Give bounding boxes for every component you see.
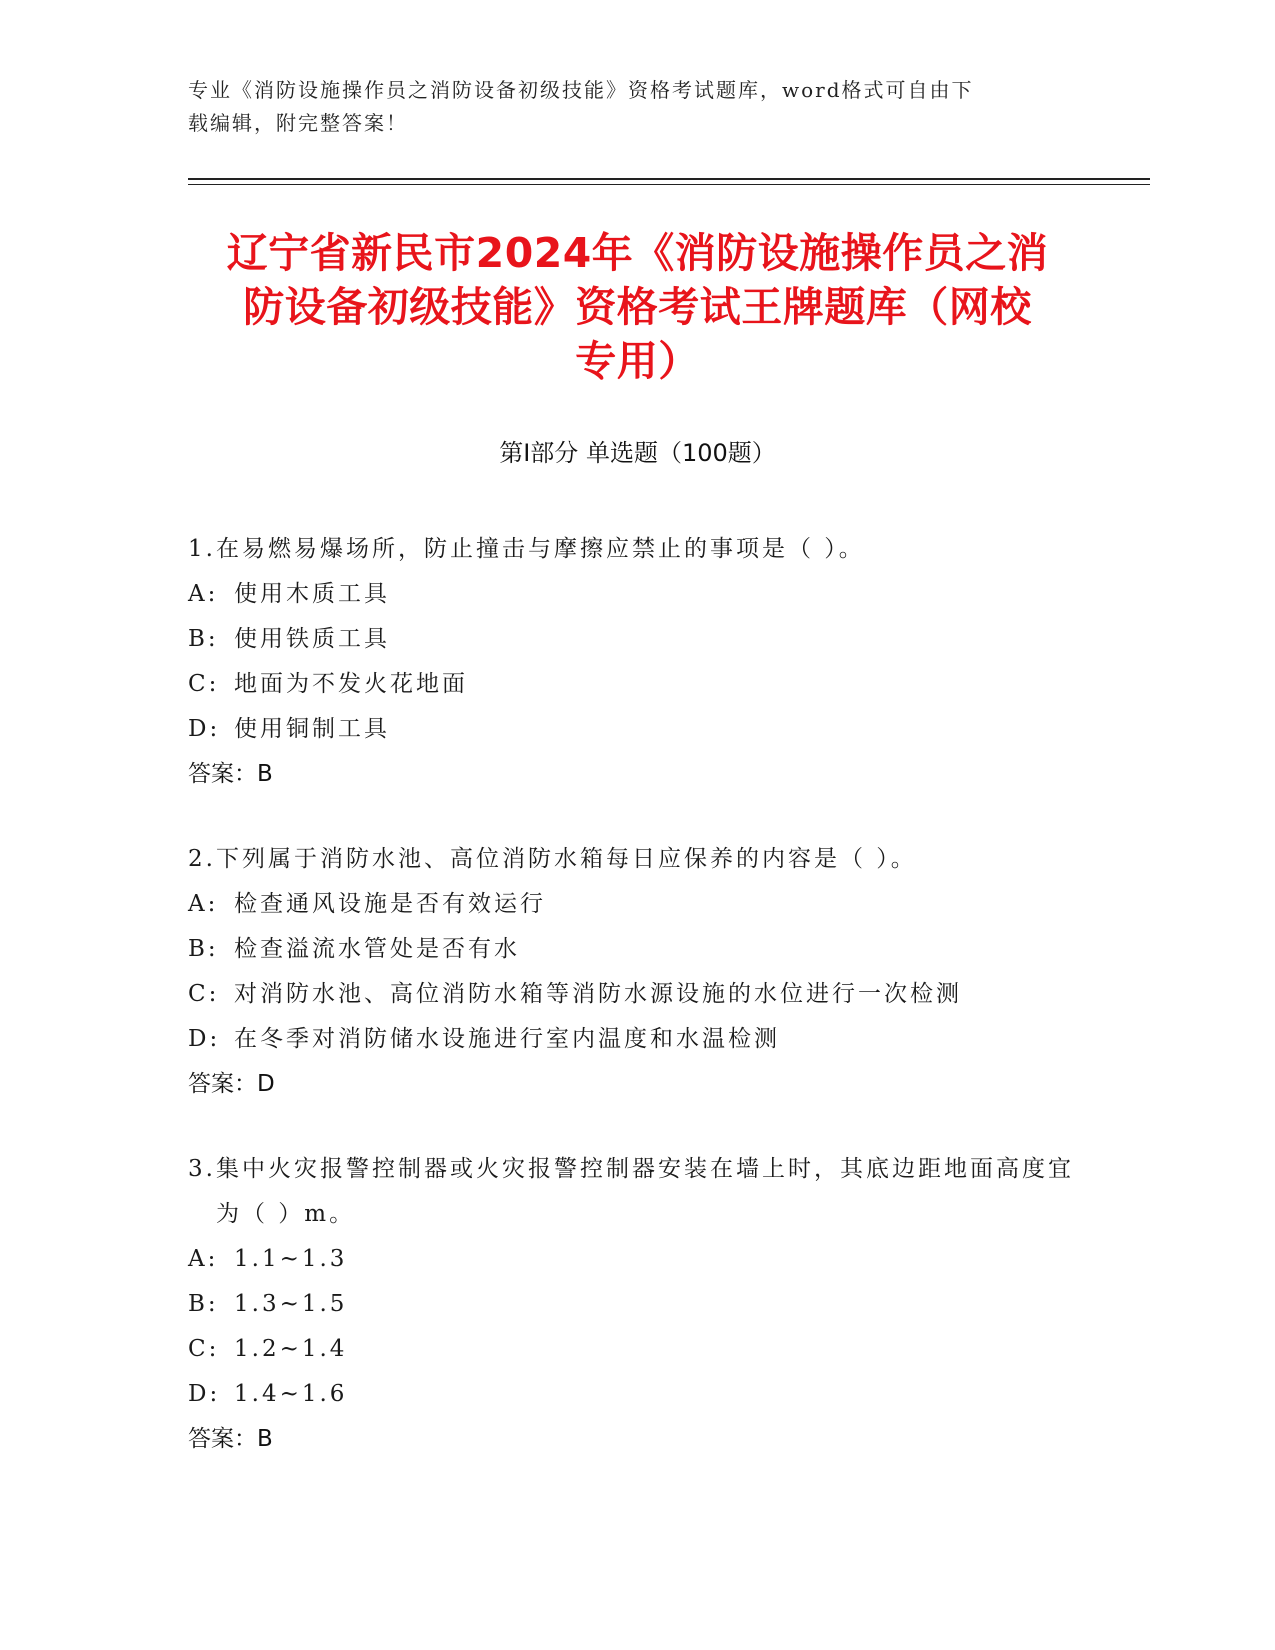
option-key: D: [188, 716, 221, 742]
option-key: D: [188, 1026, 221, 1052]
question-number: 1. [188, 536, 216, 562]
question-number: 3. [188, 1156, 216, 1182]
option-text: 1.3~1.5 [234, 1291, 348, 1317]
option-c [188, 972, 1088, 1017]
question-3 [188, 1147, 1088, 1462]
option-b [188, 927, 1088, 972]
answer-line [188, 1417, 1088, 1462]
answer-label: 答案： [188, 1426, 257, 1452]
document-title [160, 226, 1115, 388]
option-text: 对消防水池、高位消防水箱等消防水源设施的水位进行一次检测 [234, 981, 962, 1007]
title-line-1: 辽宁省新民市2024年《消防设施操作员之消 [226, 229, 1049, 277]
question-list [188, 527, 1088, 1502]
option-b [188, 617, 1088, 662]
option-d [188, 1372, 1088, 1417]
question-2 [188, 837, 1088, 1107]
option-key: A: [188, 891, 219, 917]
option-text: 在冬季对消防储水设施进行室内温度和水温检测 [234, 1026, 780, 1052]
section-title: 第Ⅰ部分 单选题（100题） [499, 439, 776, 467]
question-text: 下列属于消防水池、高位消防水箱每日应保养的内容是（ ）。 [215, 846, 917, 872]
option-c [188, 662, 1088, 707]
header-note-line-1: 专业《消防设施操作员之消防设备初级技能》资格考试题库，word格式可自由下 [188, 78, 974, 102]
option-key: B: [188, 936, 219, 962]
header-divider-thick [188, 178, 1150, 180]
option-a [188, 882, 1088, 927]
header-note-line-2: 载编辑，附完整答案！ [188, 111, 408, 135]
answer-value: B [257, 1426, 273, 1452]
question-stem [188, 837, 1088, 882]
question-stem [188, 527, 1088, 572]
option-key: B: [188, 626, 219, 652]
option-a [188, 1237, 1088, 1282]
option-key: A: [188, 581, 219, 607]
question-stem [188, 1147, 1088, 1237]
title-line-2: 防设备初级技能》资格考试王牌题库（网校 [243, 283, 1032, 331]
option-text: 使用木质工具 [234, 581, 390, 607]
answer-line [188, 1062, 1088, 1107]
option-d [188, 707, 1088, 752]
option-text: 使用铜制工具 [234, 716, 390, 742]
option-key: D: [188, 1381, 221, 1407]
answer-line [188, 752, 1088, 797]
question-text: 在易燃易爆场所，防止撞击与摩擦应禁止的事项是（ ）。 [215, 536, 865, 562]
answer-label: 答案： [188, 1071, 257, 1097]
option-key: B: [188, 1291, 219, 1317]
question-1 [188, 527, 1088, 797]
option-key: C: [188, 981, 220, 1007]
option-text: 使用铁质工具 [234, 626, 390, 652]
option-text: 地面为不发火花地面 [234, 671, 468, 697]
answer-value: D [257, 1071, 275, 1097]
header-divider-thin [188, 184, 1150, 185]
option-text: 检查通风设施是否有效运行 [234, 891, 546, 917]
option-a [188, 572, 1088, 617]
question-number: 2. [188, 846, 216, 872]
answer-label: 答案： [188, 761, 257, 787]
question-text: 集中火灾报警控制器或火灾报警控制器安装在墙上时，其底边距地面高度宜为（ ）m。 [215, 1156, 1074, 1227]
option-c [188, 1327, 1088, 1372]
option-key: A: [188, 1246, 219, 1272]
option-text: 1.2~1.4 [234, 1336, 348, 1362]
option-d [188, 1017, 1088, 1062]
option-b [188, 1282, 1088, 1327]
header-note [188, 74, 1088, 140]
option-key: C: [188, 1336, 220, 1362]
title-line-3: 专用） [575, 337, 700, 385]
answer-value: B [257, 761, 273, 787]
option-text: 1.4~1.6 [234, 1381, 348, 1407]
option-text: 检查溢流水管处是否有水 [234, 936, 520, 962]
option-key: C: [188, 671, 220, 697]
option-text: 1.1~1.3 [234, 1246, 348, 1272]
